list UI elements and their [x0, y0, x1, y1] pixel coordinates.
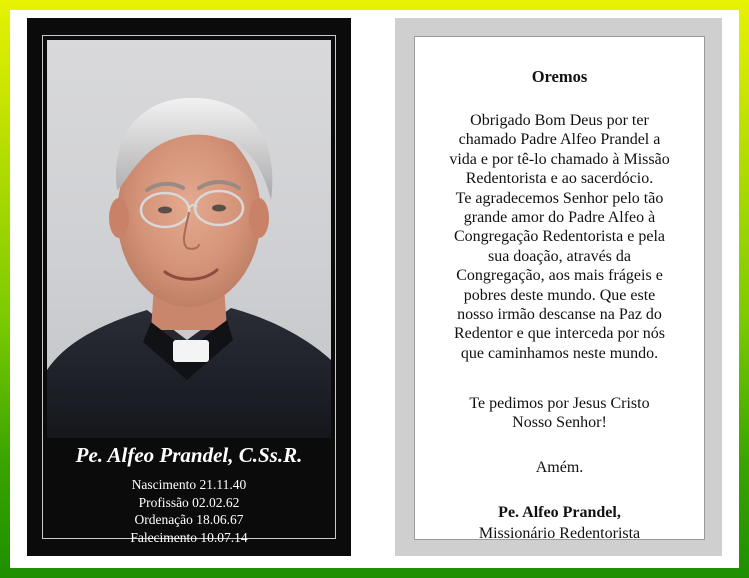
prayer-text: [415, 111, 704, 363]
memorial-card-front: [27, 18, 351, 556]
prayer-line: nosso irmão descanse na Paz do: [457, 306, 662, 324]
memorial-card-back: [395, 18, 722, 556]
priest-name: Pe. Alfeo Prandel, C.Ss.R.: [75, 443, 303, 467]
portrait-photo: [47, 40, 331, 438]
prayer-line: Te agradecemos Senhor pelo tão: [455, 189, 664, 207]
closing-line: Te pedimos por Jesus Cristo: [469, 395, 650, 412]
amen-text: Amém.: [535, 459, 584, 476]
death-date: Falecimento 10.07.14: [130, 529, 248, 545]
prayer-panel: [414, 36, 705, 540]
profession-date: Profissão 02.02.62: [138, 494, 240, 510]
prayer-line: grande amor do Padre Alfeo à: [463, 209, 656, 227]
prayer-line: Redentor e que interceda por nós: [453, 325, 666, 343]
prayer-line: que caminhamos neste mundo.: [460, 344, 659, 362]
signature-name: Pe. Alfeo Prandel,: [498, 504, 621, 521]
prayer-line: Obrigado Bom Deus por ter: [470, 112, 649, 129]
prayer-line: Congregação Redentorista e pela: [453, 228, 666, 246]
prayer-closing: [415, 394, 704, 433]
ordination-date: Ordenação 18.06.67: [134, 512, 244, 527]
prayer-line: vida e por tê-lo chamado à Missão: [449, 150, 670, 168]
prayer-line: Congregação, aos mais frágeis e: [456, 267, 663, 285]
prayer-line: chamado Padre Alfeo Prandel a: [458, 131, 661, 149]
prayer-line: Redentorista e ao sacerdócio.: [465, 170, 654, 188]
closing-line: Nosso Senhor!: [512, 414, 607, 432]
prayer-line: pobres deste mundo. Que este: [463, 286, 656, 304]
prayer-line: sua doação, através da: [487, 247, 632, 265]
birth-date: Nascimento 21.11.40: [131, 477, 247, 492]
life-dates: [27, 476, 351, 546]
prayer-title: Oremos: [531, 67, 588, 86]
signature-role: Missionário Redentorista: [478, 525, 641, 542]
